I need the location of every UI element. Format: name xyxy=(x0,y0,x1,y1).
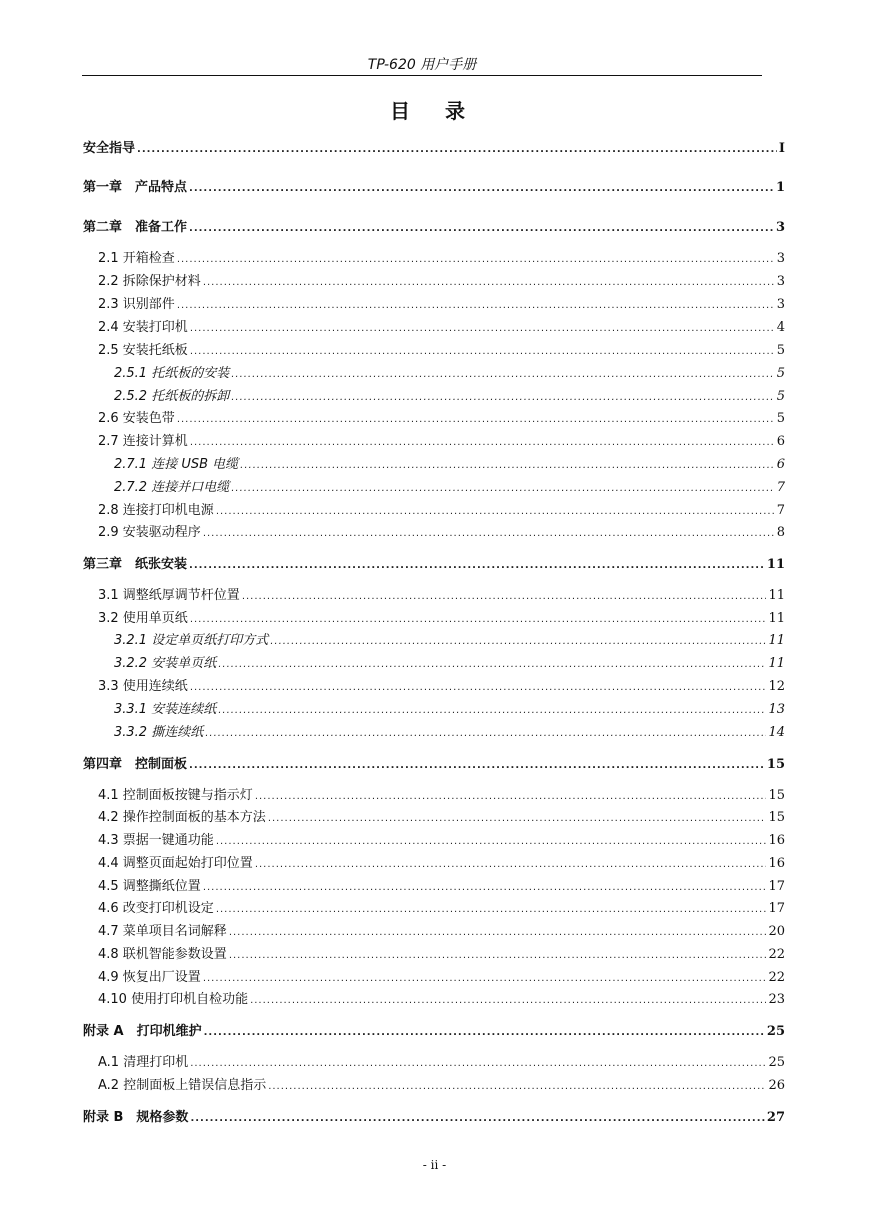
toc-entry-label: 3.3.1 安装连续纸 xyxy=(114,702,217,717)
dot-leader xyxy=(255,788,767,806)
dot-leader xyxy=(190,1055,766,1073)
toc-entry-page-number: 17 xyxy=(768,879,785,894)
toc-entry[interactable] xyxy=(83,556,785,575)
toc-entry-label: 4.5 调整撕纸位置 xyxy=(98,879,201,894)
toc-entry[interactable] xyxy=(98,878,785,897)
dot-leader xyxy=(218,702,766,720)
dot-leader xyxy=(203,274,775,292)
dot-leader xyxy=(189,557,765,575)
dot-leader xyxy=(218,656,766,674)
toc-entry[interactable] xyxy=(98,433,785,452)
toc-entry-label: 3.1 调整纸厚调节杆位置 xyxy=(98,588,240,603)
toc-entry[interactable] xyxy=(114,632,785,651)
toc-entry[interactable] xyxy=(83,179,785,198)
toc-entry-label: 3.3.2 撕连续纸 xyxy=(114,725,204,740)
toc-entry[interactable] xyxy=(98,923,785,942)
toc-entry-page-number: 3 xyxy=(775,220,785,235)
dot-leader xyxy=(242,588,767,606)
toc-entry-page-number: 15 xyxy=(768,788,785,803)
toc-entry[interactable] xyxy=(98,410,785,429)
toc-entry[interactable] xyxy=(83,756,785,775)
toc-entry[interactable] xyxy=(98,250,785,269)
dot-leader xyxy=(203,879,767,897)
toc-entry[interactable] xyxy=(114,655,785,674)
toc-entry-page-number: 11 xyxy=(766,557,785,572)
toc-entry-label: 2.5.1 托纸板的安装 xyxy=(114,366,230,381)
toc-entry-page-number: 7 xyxy=(776,480,785,495)
toc-title: 目 录 xyxy=(390,99,479,123)
toc-entry[interactable] xyxy=(98,1054,785,1073)
toc-entry-page-number: 14 xyxy=(768,725,785,740)
dot-leader xyxy=(189,757,765,775)
toc-entry-page-number: 3 xyxy=(776,274,785,289)
toc-entry-label: 4.2 操作控制面板的基本方法 xyxy=(98,810,266,825)
dot-leader xyxy=(203,525,775,543)
toc-entry[interactable] xyxy=(83,1023,785,1042)
dot-leader xyxy=(190,434,775,452)
toc-entry-page-number: I xyxy=(778,141,785,156)
dot-leader xyxy=(204,1024,765,1042)
dot-leader xyxy=(177,251,775,269)
toc-entry-page-number: 6 xyxy=(776,434,785,449)
toc-entry-page-number: 4 xyxy=(776,320,785,335)
toc-entry-label: 2.6 安装色带 xyxy=(98,411,175,426)
toc-entry-page-number: 11 xyxy=(768,611,785,626)
toc-entry-label: 2.4 安装打印机 xyxy=(98,320,188,335)
dot-leader xyxy=(190,1110,764,1128)
toc-entry-label: 附录 A 打印机维护 xyxy=(83,1024,202,1039)
toc-entry[interactable] xyxy=(114,701,785,720)
dot-leader xyxy=(216,833,767,851)
toc-entry-page-number: 12 xyxy=(768,679,785,694)
toc-entry-label: 2.2 拆除保护材料 xyxy=(98,274,201,289)
toc-entry-label: 4.1 控制面板按键与指示灯 xyxy=(98,788,253,803)
toc-entry-page-number: 25 xyxy=(766,1024,785,1039)
toc-entry-page-number: 17 xyxy=(768,901,785,916)
toc-entry-page-number: 7 xyxy=(776,503,785,518)
dot-leader xyxy=(250,992,766,1010)
toc-entry[interactable] xyxy=(98,319,785,338)
toc-entry-page-number: 3 xyxy=(776,251,785,266)
toc-entry[interactable] xyxy=(83,140,785,159)
dot-leader xyxy=(229,924,767,942)
toc-entry-label: 2.5 安装托纸板 xyxy=(98,343,188,358)
toc-entry-label: 3.3 使用连续纸 xyxy=(98,679,188,694)
toc-entry-page-number: 26 xyxy=(768,1078,785,1093)
toc-entry-label: 2.7.1 连接 USB 电缆 xyxy=(114,457,239,472)
dot-leader xyxy=(177,411,775,429)
toc-entry-label: A.1 清理打印机 xyxy=(98,1055,189,1070)
toc-entry-label: 4.10 使用打印机自检功能 xyxy=(98,992,249,1007)
dot-leader xyxy=(231,389,775,407)
dot-leader xyxy=(190,679,767,697)
dot-leader xyxy=(189,220,774,238)
toc-entry-label: 第一章 产品特点 xyxy=(83,180,188,195)
toc-entry-label: 2.8 连接打印机电源 xyxy=(98,503,214,518)
toc-entry[interactable] xyxy=(98,809,785,828)
dot-leader xyxy=(190,320,775,338)
toc-entry[interactable] xyxy=(98,587,785,606)
toc-entry[interactable] xyxy=(98,900,785,919)
toc-entry[interactable] xyxy=(98,342,785,361)
toc-entry[interactable] xyxy=(98,273,785,292)
toc-entry-label: 2.1 开箱检查 xyxy=(98,251,175,266)
page-number: - ii - xyxy=(422,1158,447,1172)
toc-entry-page-number: 25 xyxy=(768,1055,785,1070)
toc-entry[interactable] xyxy=(98,610,785,629)
toc-entry-label: 附录 B 规格参数 xyxy=(83,1110,189,1125)
toc-entry-page-number: 22 xyxy=(768,947,785,962)
dot-leader xyxy=(177,297,775,315)
toc-entry-label: 2.9 安装驱动程序 xyxy=(98,525,201,540)
toc-entry-label: 第四章 控制面板 xyxy=(83,757,188,772)
toc-entry-page-number: 5 xyxy=(776,343,785,358)
toc-entry-label: 2.3 识别部件 xyxy=(98,297,175,312)
toc-entry[interactable] xyxy=(98,678,785,697)
toc-entry[interactable] xyxy=(114,388,785,407)
dot-leader xyxy=(190,611,767,629)
dot-leader xyxy=(240,457,775,475)
toc-entry[interactable] xyxy=(114,479,785,498)
toc-entry-label: 3.2.1 设定单页纸打印方式 xyxy=(114,633,269,648)
dot-leader xyxy=(268,810,767,828)
dot-leader xyxy=(231,480,775,498)
dot-leader xyxy=(268,1078,766,1096)
toc-entry-page-number: 5 xyxy=(776,366,785,381)
toc-entry-page-number: 15 xyxy=(766,757,785,772)
dot-leader xyxy=(137,141,777,159)
toc-entry[interactable] xyxy=(114,724,785,743)
toc-entry[interactable] xyxy=(98,969,785,988)
toc-entry-label: A.2 控制面板上错误信息指示 xyxy=(98,1078,267,1093)
toc-entry[interactable] xyxy=(98,502,785,521)
toc-entry-page-number: 13 xyxy=(768,702,785,717)
toc-entry[interactable] xyxy=(98,832,785,851)
toc-entry-label: 4.3 票据一键通功能 xyxy=(98,833,214,848)
dot-leader xyxy=(205,725,766,743)
toc-entry[interactable] xyxy=(98,991,785,1010)
toc-entry-page-number: 15 xyxy=(768,810,785,825)
toc-entry[interactable] xyxy=(98,524,785,543)
toc-entry-label: 第三章 纸张安装 xyxy=(83,557,188,572)
toc-entry-page-number: 3 xyxy=(776,297,785,312)
toc-entry[interactable] xyxy=(114,456,785,475)
toc-entry-label: 第二章 准备工作 xyxy=(83,220,188,235)
toc-entry-label: 4.6 改变打印机设定 xyxy=(98,901,214,916)
dot-leader xyxy=(189,180,774,198)
toc-entry[interactable] xyxy=(98,787,785,806)
toc-entry[interactable] xyxy=(83,1109,785,1128)
toc-entry-page-number: 16 xyxy=(768,856,785,871)
toc-entry-page-number: 5 xyxy=(776,411,785,426)
dot-leader xyxy=(231,366,775,384)
toc-entry-page-number: 6 xyxy=(776,457,785,472)
toc-entry[interactable] xyxy=(83,219,785,238)
toc-entry-label: 2.7.2 连接并口电缆 xyxy=(114,480,230,495)
toc-entry-page-number: 22 xyxy=(768,970,785,985)
toc-entry[interactable] xyxy=(98,855,785,874)
toc-entry-page-number: 23 xyxy=(768,992,785,1007)
toc-entry-label: 4.8 联机智能参数设置 xyxy=(98,947,227,962)
toc-entry-label: 4.4 调整页面起始打印位置 xyxy=(98,856,253,871)
toc-entry-page-number: 16 xyxy=(768,833,785,848)
toc-entry-label: 3.2.2 安装单页纸 xyxy=(114,656,217,671)
toc-entry[interactable] xyxy=(98,946,785,965)
dot-leader xyxy=(216,901,767,919)
toc-entry-page-number: 5 xyxy=(776,389,785,404)
toc-entry-page-number: 27 xyxy=(766,1110,785,1125)
toc-entry-label: 4.9 恢复出厂设置 xyxy=(98,970,201,985)
toc-entry-page-number: 1 xyxy=(775,180,785,195)
running-header: TP-620 用户手册 xyxy=(367,57,477,73)
toc-entry-label: 安全指导 xyxy=(83,141,136,156)
dot-leader xyxy=(216,503,775,521)
dot-leader xyxy=(270,633,766,651)
toc-entry[interactable] xyxy=(114,365,785,384)
toc-entry-label: 2.5.2 托纸板的拆卸 xyxy=(114,389,230,404)
toc-entry-page-number: 11 xyxy=(768,656,785,671)
toc-entry-page-number: 11 xyxy=(768,633,785,648)
toc-entry[interactable] xyxy=(98,296,785,315)
toc-entry-page-number: 11 xyxy=(768,588,785,603)
toc-entry-page-number: 20 xyxy=(768,924,785,939)
dot-leader xyxy=(229,947,767,965)
toc-entry-label: 2.7 连接计算机 xyxy=(98,434,188,449)
toc-entry-page-number: 8 xyxy=(776,525,785,540)
toc-entry-label: 4.7 菜单项目名词解释 xyxy=(98,924,227,939)
dot-leader xyxy=(190,343,775,361)
dot-leader xyxy=(255,856,767,874)
dot-leader xyxy=(203,970,767,988)
toc-entry-label: 3.2 使用单页纸 xyxy=(98,611,188,626)
toc-entry[interactable] xyxy=(98,1077,785,1096)
